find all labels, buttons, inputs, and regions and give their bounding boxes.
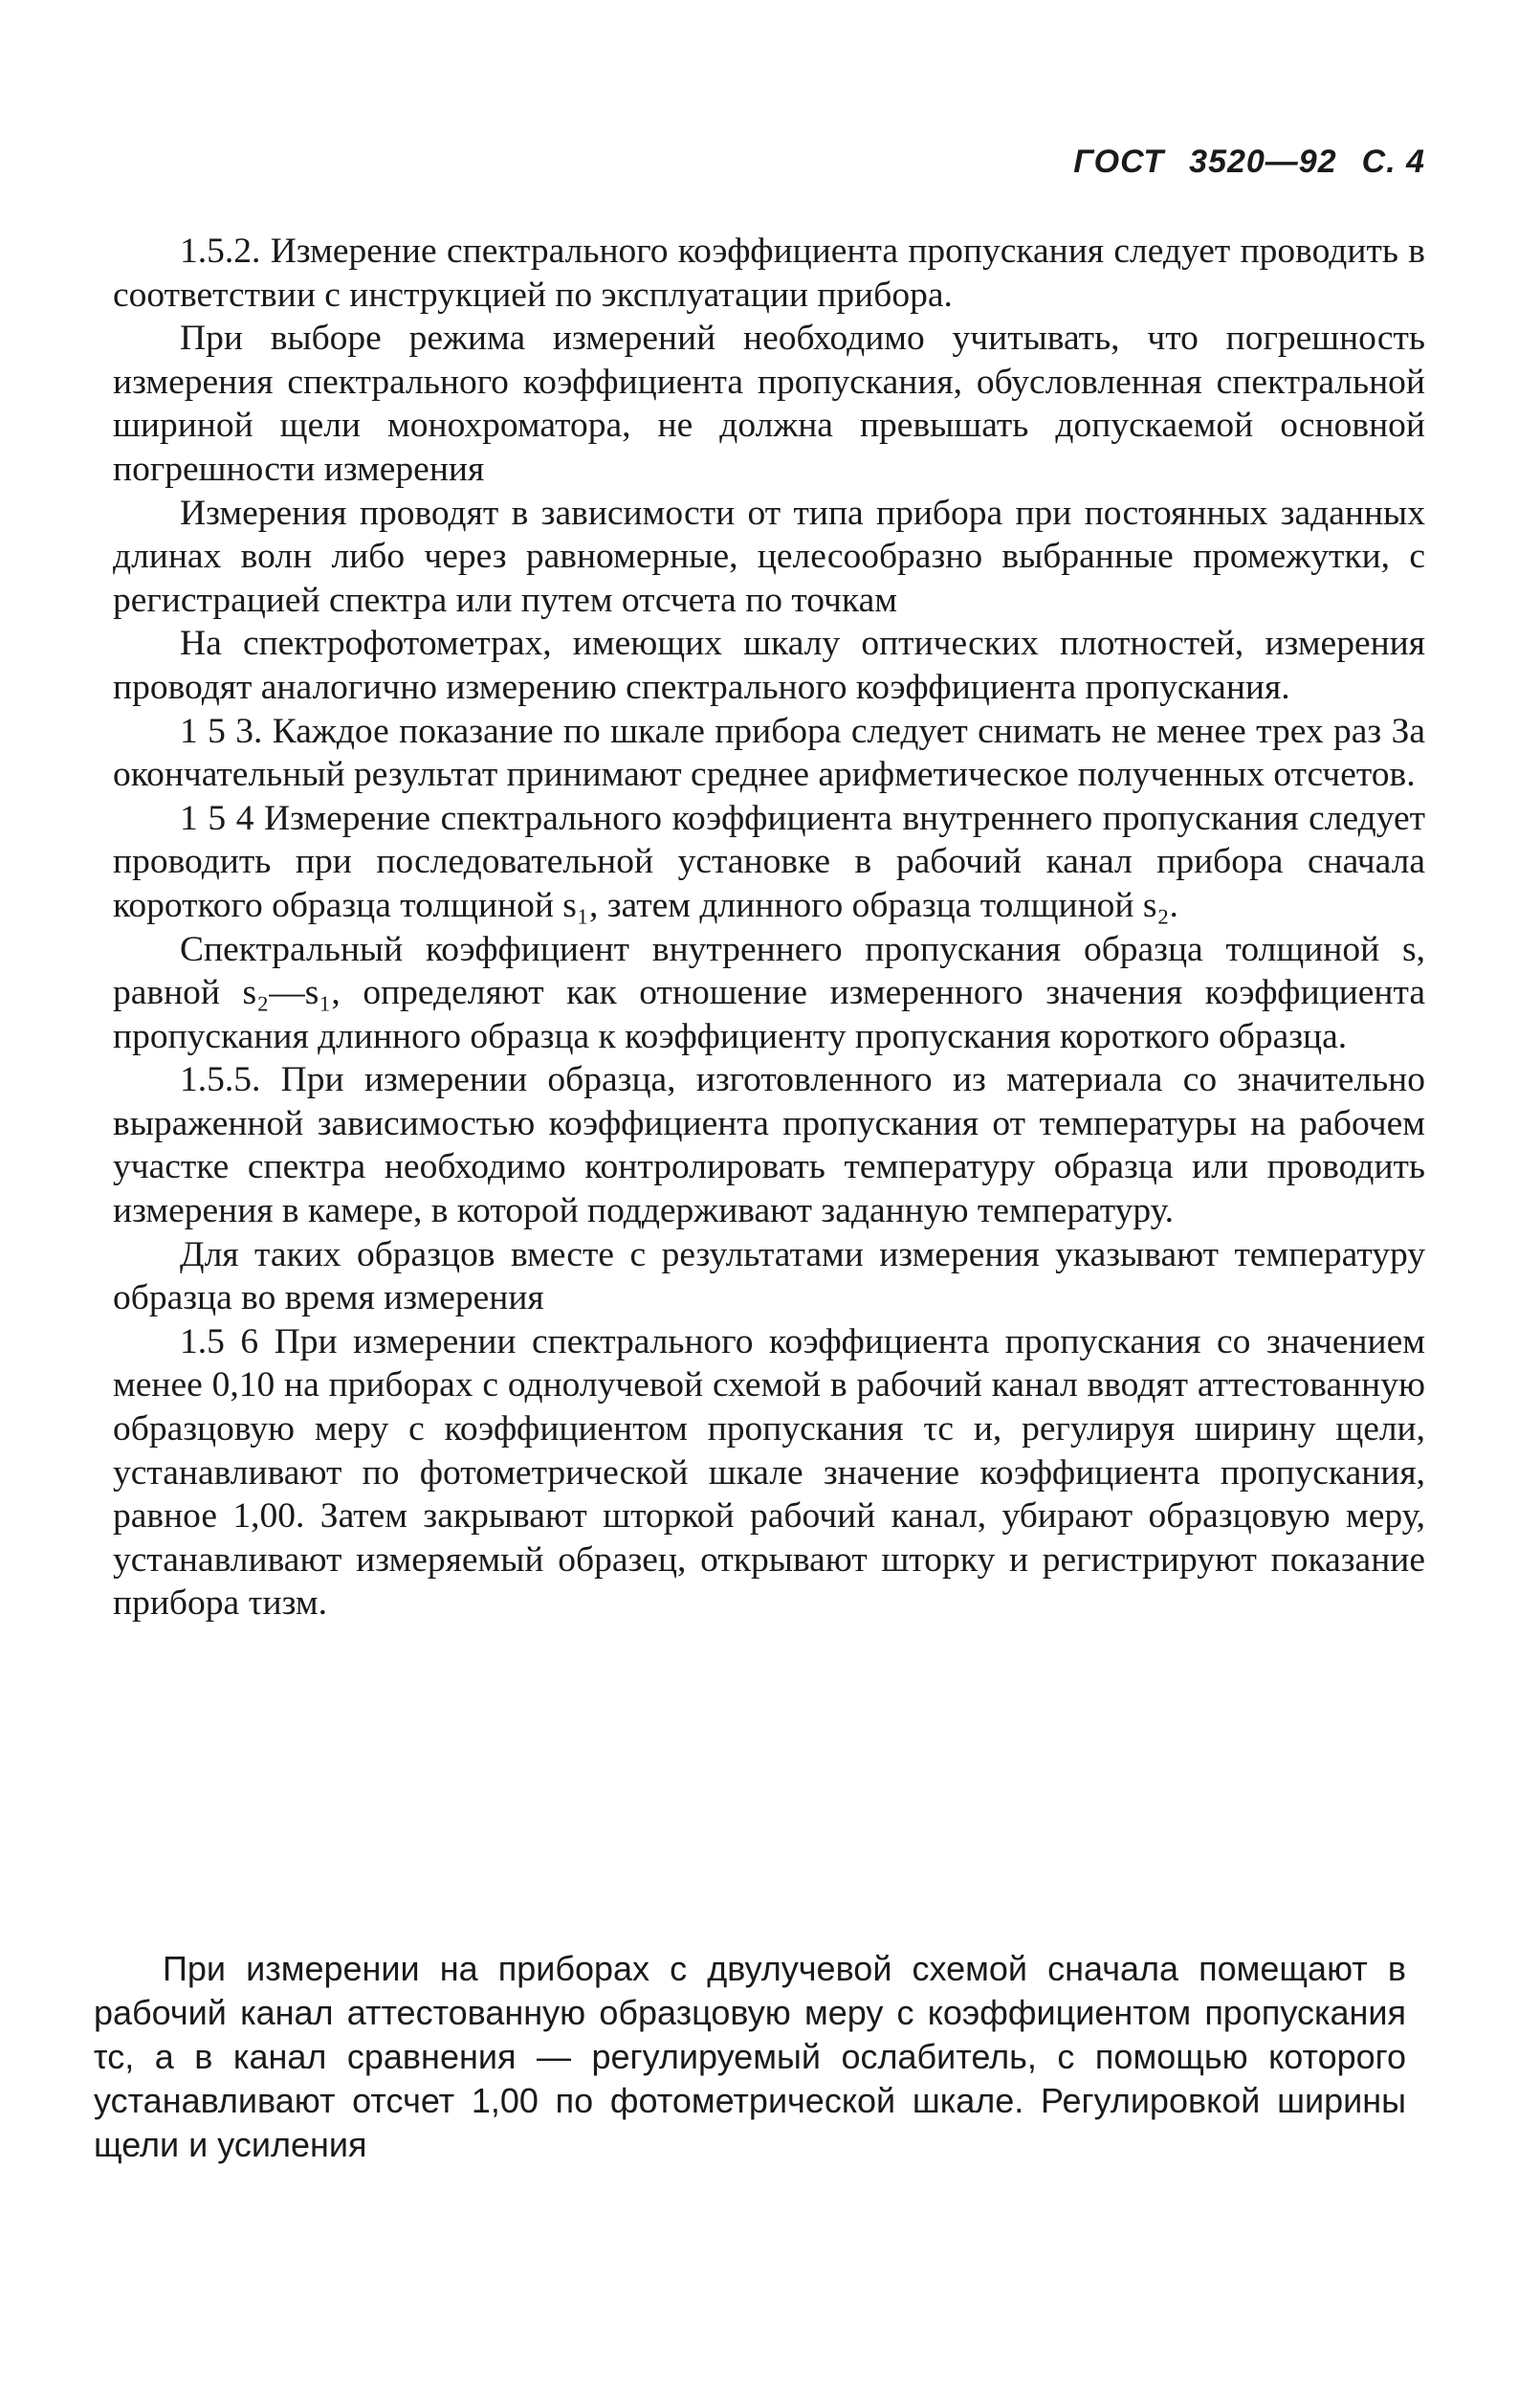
standard-number: 3520—92 (1189, 144, 1337, 180)
page-number: С. 4 (1361, 144, 1425, 180)
paragraph: Измерения проводят в зависимости от типа прибора при постоянных заданных длинах волн либо через равномерные, целесообразно выбранные промежутки, с регистрацией спектра или путем отсчета по точкам (113, 493, 1425, 620)
paragraph: 1 5 3. Каждое показание по шкале прибора следует снимать не менее трех раз За окончательный результат принимают среднее арифметическое полученных отсчетов. (113, 711, 1425, 795)
standard-designation: ГОСТ (1073, 144, 1165, 180)
paragraph: При выборе режима измерений необходимо учитывать, что погрешность измерения спектрального коэффициента пропускания, обусловленная спектральной шириной щели монохроматора, не должна превышать допускаемой основной погрешности измерения (113, 319, 1425, 489)
lower-text (94, 1947, 1406, 2167)
paragraph: 1.5 6 При измерении спектрального коэффициента пропускания со значением менее 0,10 на приборах с однолучевой схемой в рабочий канал вводят аттестованную образцовую меру с коэффициентом пропускания τc и, регулируя ширину щели, устанавливают по фотометрической шкале значение коэффициента пропускания, равное 1,00. Затем закрывают шторкой рабочий канал, убирают образцовую меру, устанавливают измеряемый образец, открывают шторку и регистрируют показание прибора τизм. (113, 1321, 1425, 1624)
page-header (1073, 144, 1425, 181)
paragraph: Для таких образцов вместе с результатами измерения указывают температуру образца во время измерения (113, 1234, 1425, 1318)
paragraph: На спектрофотометрах, имеющих шкалу оптических плотностей, измерения проводят аналогично измерению спектрального коэффициента пропускания. (113, 624, 1425, 707)
paragraph: 1.5.2. Измерение спектрального коэффициента пропускания следует проводить в соответствии с инструкцией по эксплуатации прибора. (113, 232, 1425, 315)
paragraph: 1.5.5. При измерении образца, изготовленного из материала со значительно выраженной зависимостью коэффициента пропускания от температуры на рабочем участке спектра необходимо контролировать температуру образца или проводить измерения в камере, в которой поддерживают заданную температуру. (113, 1060, 1425, 1231)
paragraph: 1 5 4 Измерение спектрального коэффициента внутреннего пропускания следует проводить при последовательной установке в рабочий канал прибора сначала короткого образца толщиной s₁, затем длинного образца толщиной s₂. (113, 798, 1425, 925)
body-text (113, 230, 1425, 1626)
paragraph: Спектральный коэффициент внутреннего пропускания образца толщиной s, равной s₂—s₁, определяют как отношение измеренного значения коэффициента пропускания длинного образца к коэффициенту пропускания короткого образца. (113, 929, 1425, 1056)
paragraph: При измерении на приборах с двулучевой схемой сначала помещают в рабочий канал аттестованную образцовую меру с коэффициентом пропускания τc, а в канал сравнения — регулируемый ослабитель, с помощью которого устанавливают отсчет 1,00 по фотометрической шкале. Регулировкой ширины щели и усиления (94, 1949, 1406, 2164)
